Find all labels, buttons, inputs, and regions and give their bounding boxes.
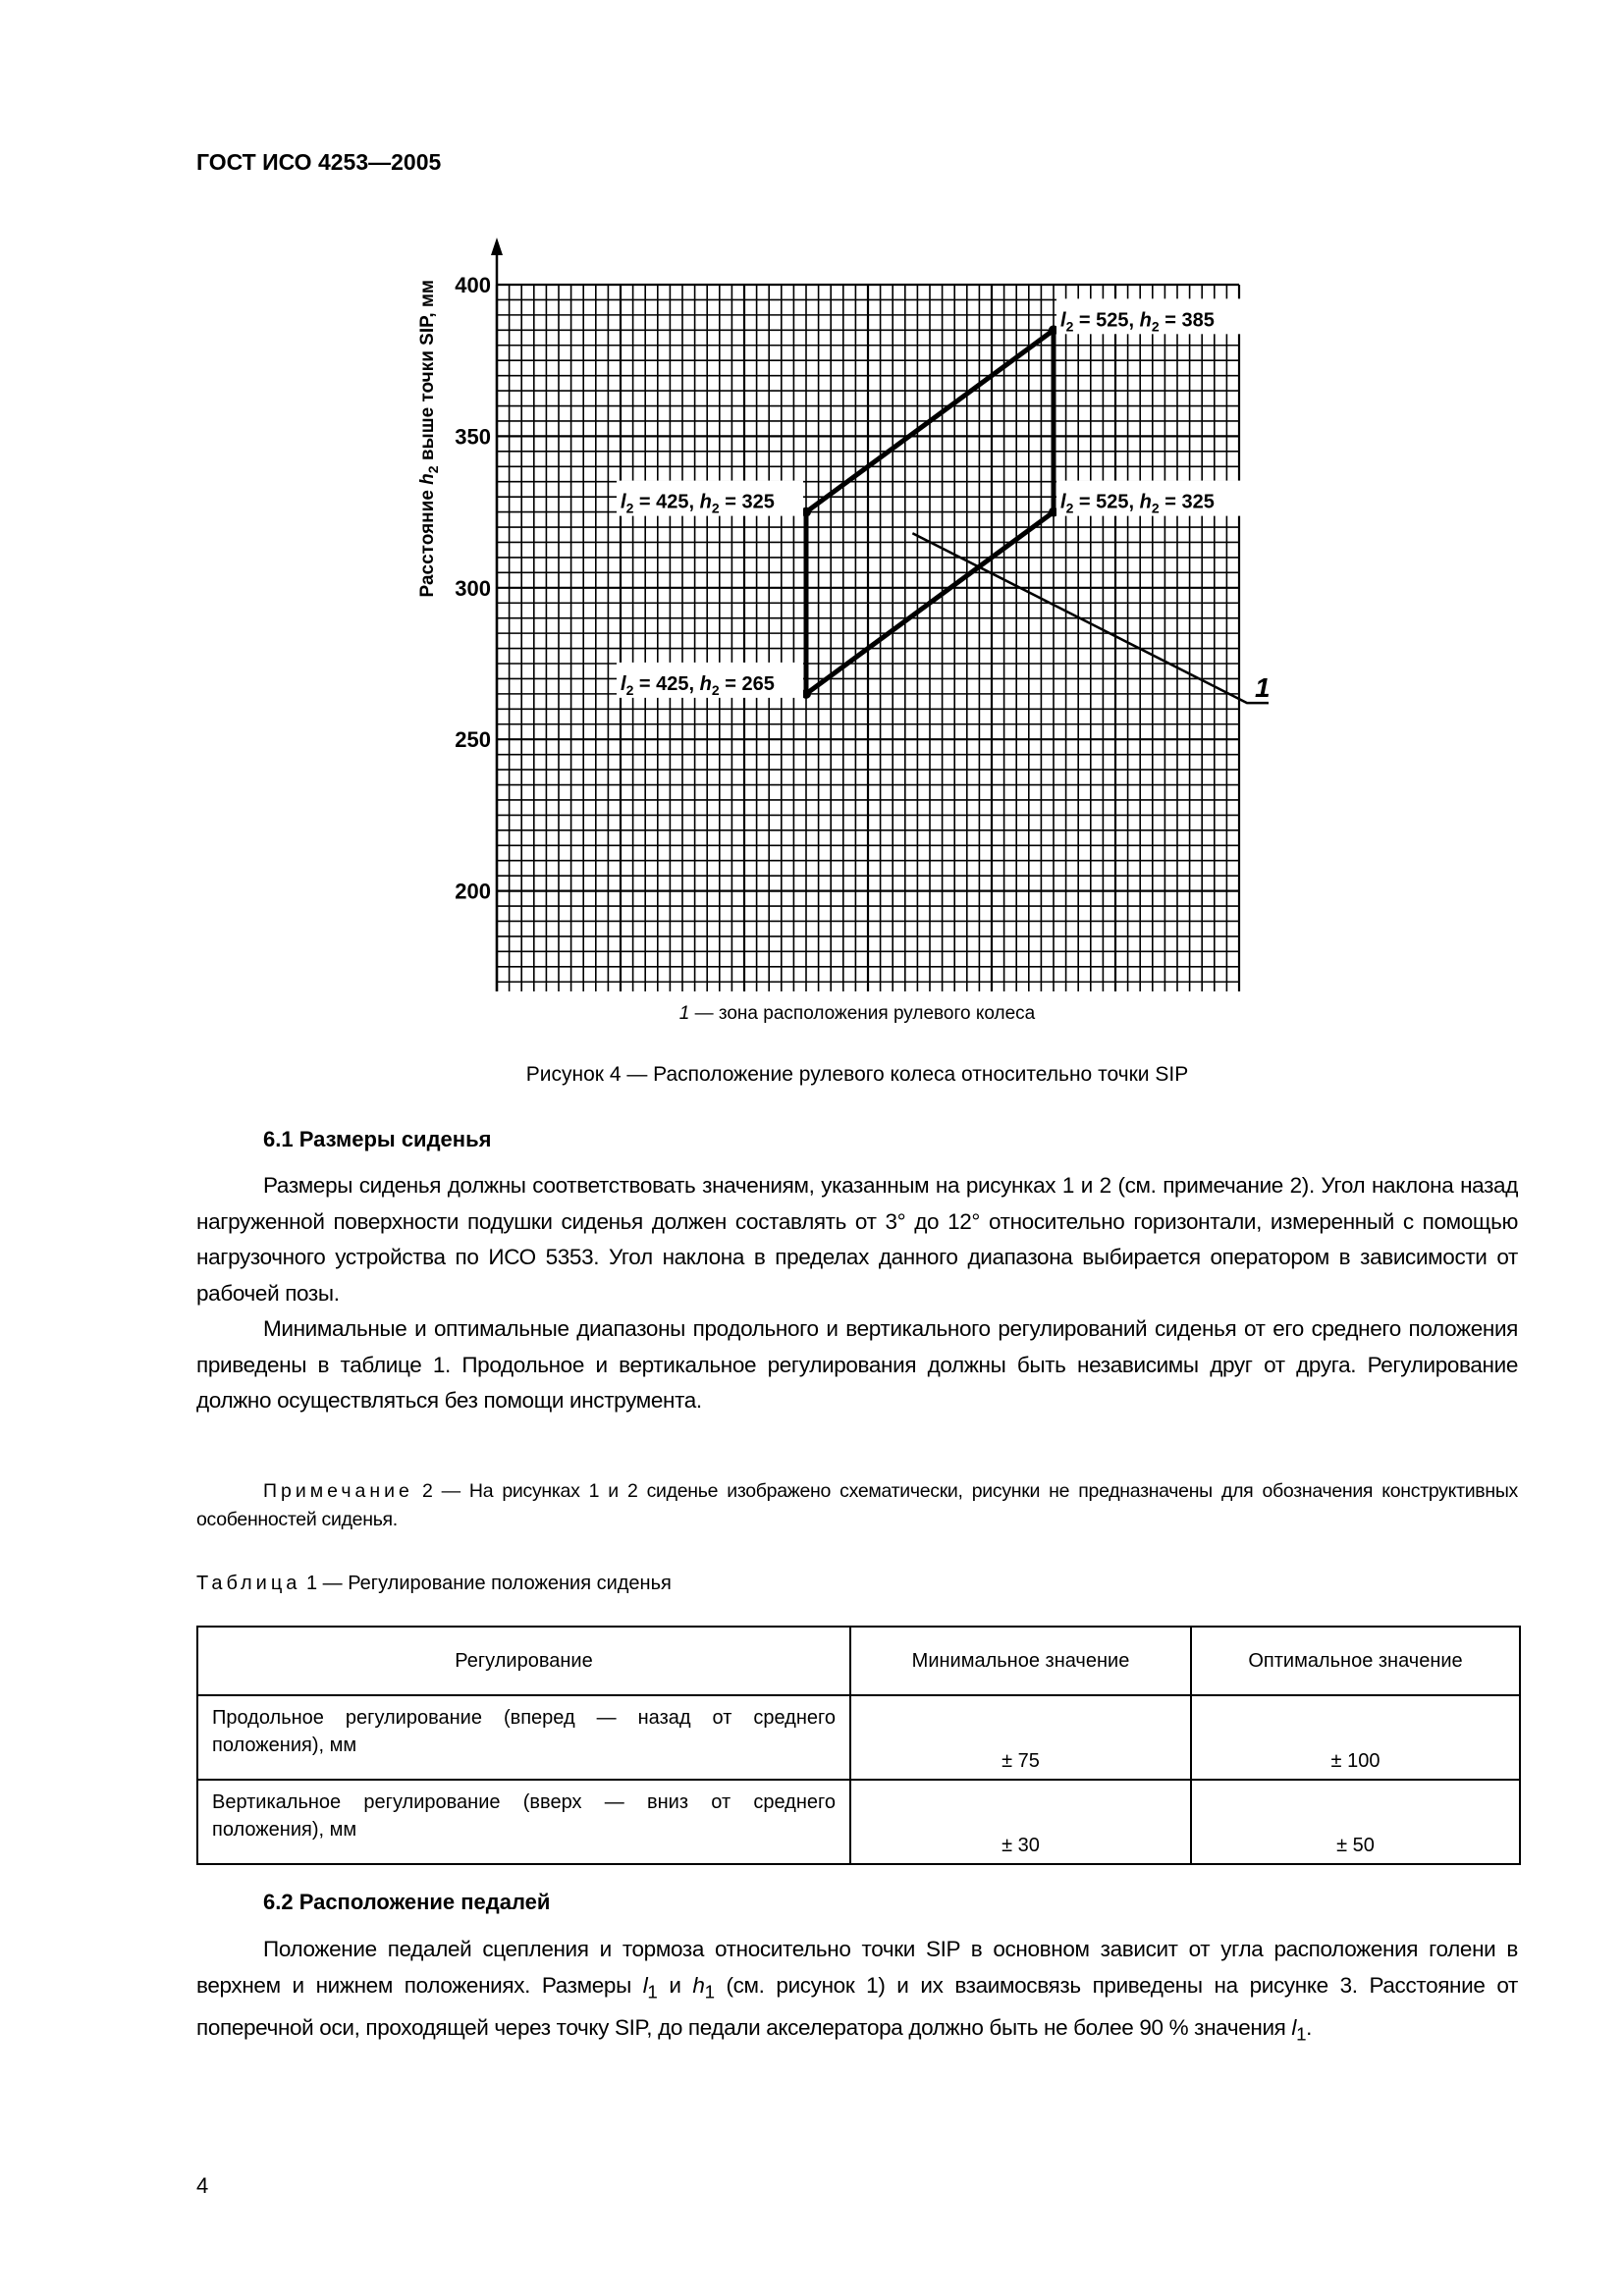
subscript: 1 (704, 1981, 715, 2002)
section-6-2-body (196, 1932, 1518, 2053)
table-cell: Вертикальное регулирование (вверх — вниз от среднего положения), мм (197, 1780, 850, 1864)
paragraph: Минимальные и оптимальные диапазоны продольного и вертикального регулирований сиденья от его среднего положения приведены в таблице 1. Продольное и вертикальное регулирования должны быть независимы друг от друга. Регулирование должно осуществляться без помощи инструмента. (196, 1316, 1518, 1413)
table-cell: ± 30 (850, 1780, 1191, 1864)
symbol-l: l (1291, 2014, 1297, 2040)
table-caption (196, 1573, 672, 1595)
note-2 (196, 1477, 1518, 1534)
column-header: Минимальное значение (850, 1627, 1191, 1695)
y-tick-label: 400 (455, 273, 491, 297)
figure-caption: Рисунок 4 — Расположение рулевого колеса относительно точки SIP (525, 1063, 1189, 1086)
paragraph: Размеры сиденья должны соответствовать значениям, указанным на рисунках 1 и 2 (см. примечание 2). Угол наклона назад нагруженной поверхности подушки сиденья должен составлять от 3° до 12° относительно горизонтали, измеренный с помощью нагрузочного устройства по ИСО 5353. Угол наклона в пределах данного диапазона выбирается оператором в зависимости от рабочей позы. (196, 1173, 1518, 1306)
y-tick-label: 350 (455, 424, 491, 450)
point-label: $l_2 = 525$, $h_2 = 325$ (1060, 491, 1215, 516)
table-row (197, 1695, 1520, 1780)
leader-label: 1 (1255, 672, 1271, 704)
legend-number: 1 (678, 1003, 690, 1024)
table-label: Таблица (196, 1573, 301, 1594)
subscript: 1 (1296, 2023, 1307, 2044)
y-axis-arrow-icon (491, 238, 503, 255)
section-heading-6-2: 6.2 Расположение педалей (263, 1890, 551, 1914)
table-row (197, 1780, 1520, 1864)
table-cell: ± 75 (850, 1695, 1191, 1780)
text: . (1306, 2014, 1313, 2040)
point-label: $l_2 = 425$, $h_2 = 265$ (621, 672, 775, 698)
note-label: Примечание (263, 1480, 413, 1502)
point-label: $l_2 = 525$, $h_2 = 385$ (1060, 309, 1215, 335)
symbol-h: h (692, 1972, 705, 1998)
section-heading-6-1: 6.1 Размеры сиденья (263, 1127, 492, 1151)
y-tick-label: 200 (455, 879, 491, 904)
subscript: 1 (647, 1981, 658, 2002)
figure-legend (196, 1003, 1518, 1025)
column-header: Оптимальное значение (1191, 1627, 1520, 1695)
table-cell: ± 100 (1191, 1695, 1520, 1780)
steering-wheel-chart (0, 0, 1624, 991)
text: и (657, 1972, 693, 1998)
page-number: 4 (196, 2173, 209, 2198)
note-text: 2 — На рисунках 1 и 2 сиденье изображено схематически, рисунки не предназначены для обозначения конструктивных особенностей сиденья. (196, 1480, 1518, 1530)
table-title: 1 — Регулирование положения сиденья (300, 1573, 672, 1594)
y-axis-label: Расстояние $h_2$ выше точки SIP, мм (417, 280, 441, 598)
column-header: Регулирование (197, 1627, 850, 1695)
y-tick-label: 250 (455, 727, 491, 753)
legend-text: — зона расположения рулевого колеса (689, 1003, 1036, 1024)
table-cell: ± 50 (1191, 1780, 1520, 1864)
point-label: $l_2 = 425$, $h_2 = 325$ (621, 491, 775, 516)
paragraph (196, 1932, 1518, 2053)
text: (см. рисунок 1) и их взаимосвязь приведены на рисунке 3. Расстояние от поперечной оси, проходящей через точку SIP, до педали акселератора должно быть не более 90 % значения (196, 1972, 1518, 2040)
y-tick-label: 300 (455, 575, 491, 601)
text: Положение педалей сцепления и тормоза относительно точки SIP в основном зависит от угла расположения голени в верхнем и нижнем положениях. Размеры (196, 1937, 1518, 1998)
seat-adjustment-table (196, 1626, 1521, 1865)
section-6-1-body (196, 1168, 1518, 1419)
table-header-row (197, 1627, 1520, 1695)
symbol-l: l (642, 1972, 648, 1998)
document-header: ГОСТ ИСО 4253—2005 (196, 149, 442, 175)
table-cell: Продольное регулирование (вперед — назад от среднего положения), мм (197, 1695, 850, 1780)
